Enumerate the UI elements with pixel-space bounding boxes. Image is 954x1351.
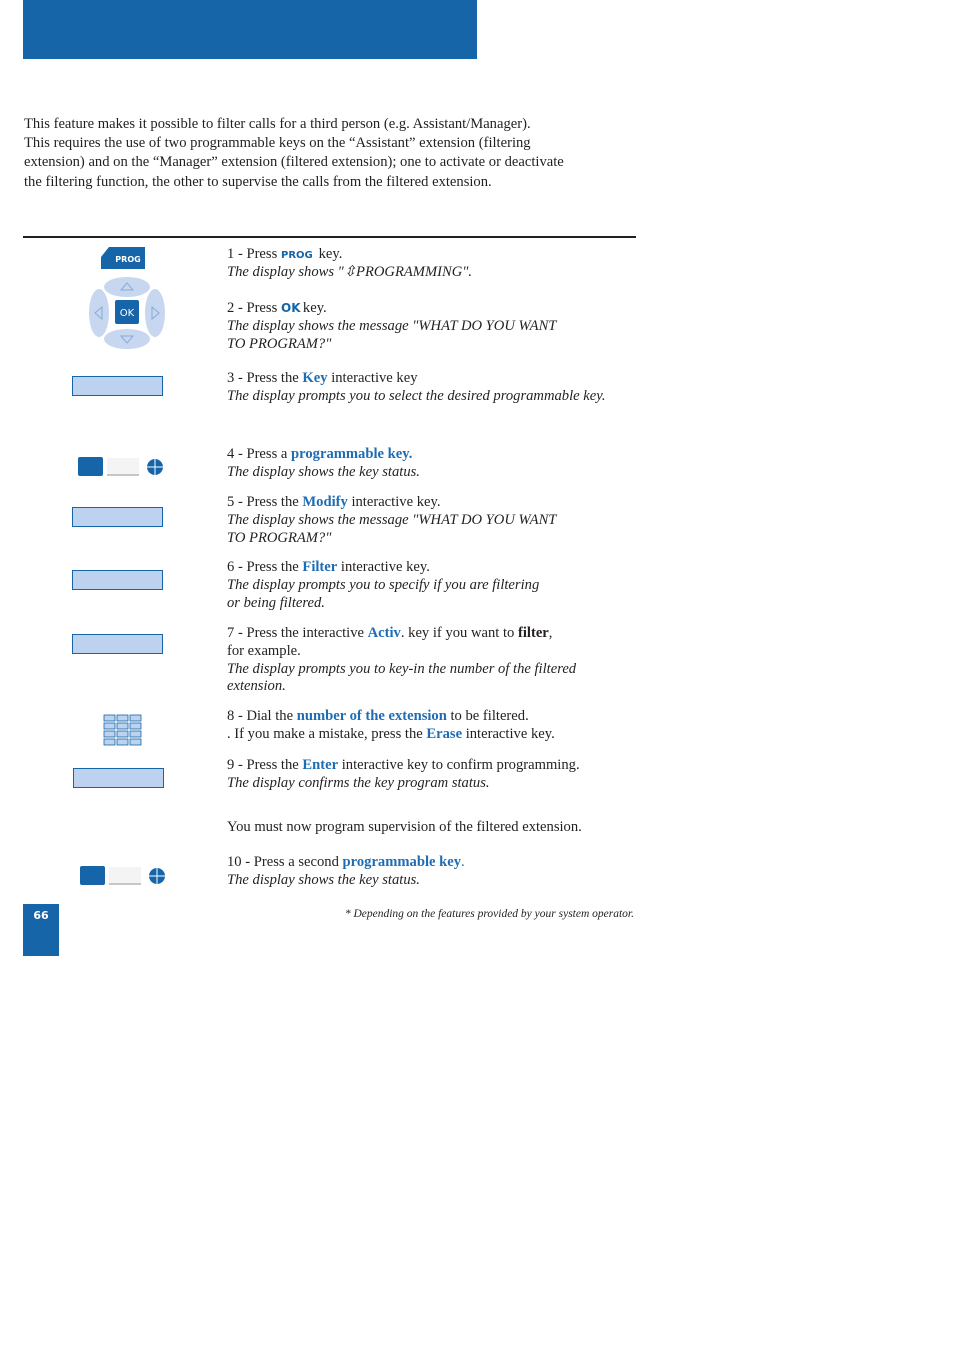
step-text: 8 - Dial the bbox=[227, 708, 297, 724]
step-text: . If you make a mistake, press the bbox=[227, 725, 427, 742]
step-desc: The display prompts you to select the desired programmable key. bbox=[227, 387, 606, 404]
programmable-key-button bbox=[80, 866, 105, 885]
step-keyword: programmable key bbox=[342, 854, 462, 870]
step-text: 10 - Press a second bbox=[227, 854, 343, 870]
step-1 bbox=[227, 246, 647, 282]
step-keyword: Filter bbox=[302, 559, 338, 575]
globe-icon bbox=[148, 867, 166, 885]
step-9 bbox=[227, 757, 647, 793]
step-text: 4 - Press a bbox=[227, 446, 292, 462]
step-8 bbox=[227, 708, 647, 744]
step-desc: The display shows the message "WHAT DO YOU WANT bbox=[227, 511, 557, 528]
step-desc: The display prompts you to key-in the number of the filtered bbox=[227, 660, 577, 677]
page-number: 66 bbox=[33, 909, 49, 922]
programmable-key-icon-second bbox=[80, 866, 168, 886]
section-divider bbox=[23, 236, 636, 238]
intro-line: the filtering function, the other to supervise the calls from the filtered extension. bbox=[24, 173, 492, 190]
step-keyword: number of the extension bbox=[296, 708, 447, 724]
page-tab bbox=[23, 904, 59, 956]
scroll-arrows-icon: ⇳ bbox=[343, 263, 357, 280]
prog-key-label: PROG bbox=[115, 255, 141, 264]
intro-line: This requires the use of two programmable keys on the “Assistant” extension (filtering bbox=[24, 135, 531, 152]
step-text: to be filtered. bbox=[446, 708, 529, 724]
softkey-filter bbox=[72, 570, 163, 590]
programmable-key-button bbox=[78, 457, 103, 476]
step-desc: The display shows the key status. bbox=[227, 871, 420, 888]
step-5 bbox=[227, 494, 647, 547]
step-keyword: Modify bbox=[302, 494, 348, 510]
intro-paragraph bbox=[24, 115, 636, 192]
step-text: interactive key. bbox=[462, 725, 555, 742]
step-desc: TO PROGRAM?" bbox=[227, 529, 332, 546]
step-text: 9 - Press the bbox=[227, 757, 303, 773]
header-bar bbox=[23, 0, 477, 59]
step-text: key. bbox=[302, 300, 327, 316]
step-4 bbox=[227, 446, 647, 482]
programmable-key-label-area bbox=[109, 867, 141, 885]
intro-line: extension) and on the “Manager” extension (filtered extension); one to activate or deactivate bbox=[24, 154, 564, 171]
programmable-key-icon bbox=[78, 457, 166, 477]
ok-key-label: OK bbox=[119, 308, 135, 319]
step-text: 5 - Press the bbox=[227, 494, 303, 510]
step-text: 3 - Press the bbox=[227, 370, 303, 386]
step-10 bbox=[227, 854, 647, 890]
step-text: interactive key to confirm programming. bbox=[338, 757, 580, 773]
step-desc: The display prompts you to specify if you are filtering bbox=[227, 576, 540, 593]
step-text: interactive key. bbox=[337, 559, 430, 575]
step-desc: The display shows " bbox=[227, 263, 344, 280]
softkey-key bbox=[72, 376, 163, 396]
step-text: 7 - Press the interactive bbox=[227, 625, 368, 641]
step-text: 6 - Press the bbox=[227, 559, 303, 575]
step-desc: PROGRAMMING". bbox=[356, 263, 473, 280]
softkey-activ bbox=[72, 634, 163, 654]
step-7 bbox=[227, 625, 647, 696]
step-text: . bbox=[461, 854, 465, 870]
step-desc: The display confirms the key program status. bbox=[227, 774, 490, 791]
supervision-note bbox=[227, 819, 647, 837]
step-keyword: programmable key. bbox=[291, 446, 413, 462]
step-desc: The display shows the key status. bbox=[227, 463, 420, 480]
step-text: , bbox=[548, 625, 553, 641]
svg-text:PROG: PROG bbox=[280, 250, 313, 259]
step-desc: or being filtered. bbox=[227, 594, 325, 611]
step-keyword: Key bbox=[302, 370, 328, 386]
step-3 bbox=[227, 370, 647, 406]
step-text: key. bbox=[314, 246, 343, 262]
prog-inline-icon bbox=[281, 248, 315, 259]
step-text: interactive key bbox=[327, 370, 418, 386]
step-6 bbox=[227, 559, 647, 612]
step-keyword: Erase bbox=[426, 725, 463, 742]
step-text: 2 - Press bbox=[227, 300, 281, 316]
step-text: 1 - Press bbox=[227, 246, 281, 262]
step-keyword: Activ bbox=[367, 625, 401, 641]
step-text: for example. bbox=[227, 642, 301, 659]
intro-line: This feature makes it possible to filter calls for a third person (e.g. Assistant/Manager). bbox=[24, 116, 531, 132]
programmable-key-label-area bbox=[107, 458, 139, 476]
svg-text:OK: OK bbox=[280, 301, 301, 313]
navigator-icon bbox=[89, 276, 165, 350]
softkey-modify bbox=[72, 507, 163, 527]
softkey-enter bbox=[73, 768, 164, 788]
keypad-icon bbox=[103, 714, 142, 746]
step-bold: filter bbox=[518, 625, 549, 641]
step-desc: TO PROGRAM?" bbox=[227, 335, 332, 352]
step-keyword: Enter bbox=[302, 757, 339, 773]
step-desc: The display shows the message "WHAT DO YOU WANT bbox=[227, 317, 557, 334]
prog-key-icon bbox=[101, 247, 145, 269]
step-desc: extension. bbox=[227, 678, 286, 695]
note-text: You must now program supervision of the filtered extension. bbox=[227, 819, 582, 835]
globe-icon bbox=[146, 458, 164, 476]
step-2 bbox=[227, 300, 647, 353]
step-text: interactive key. bbox=[347, 494, 441, 510]
ok-inline-icon bbox=[281, 301, 303, 313]
footnote: * Depending on the features provided by your system operator. bbox=[344, 908, 634, 920]
step-text: . key if you want to bbox=[400, 625, 518, 641]
